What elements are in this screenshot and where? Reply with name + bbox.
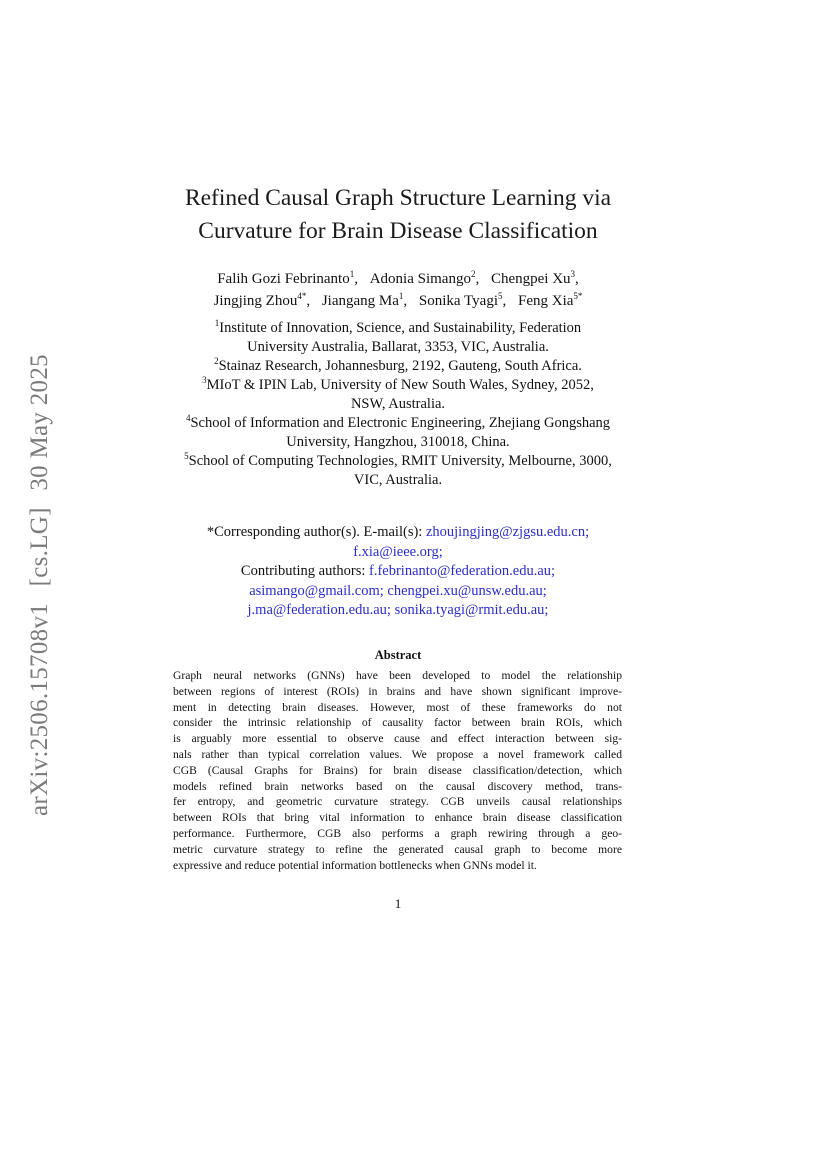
title-line: Refined Causal Graph Structure Learning via xyxy=(184,185,612,211)
email-link[interactable]: asimango@gmail.com; xyxy=(249,582,384,599)
abstract-line: between regions of interest (ROIs) in brains and have shown significant improve- xyxy=(173,684,622,698)
author: Jingjing Zhou$^{4*}$, xyxy=(213,291,311,309)
arxiv-category: [cs.LG] xyxy=(26,507,53,587)
affiliation: $^5$School of Computing Technologies, RMIT University, Melbourne, 3000, xyxy=(184,451,612,469)
author: Feng Xia$^{5*}$ xyxy=(518,291,583,309)
title-line: Curvature for Brain Disease Classification xyxy=(198,218,598,244)
page-number: 1 xyxy=(394,896,402,911)
email-link[interactable]: zhoujingjing@zjgsu.edu.cn; xyxy=(425,524,590,540)
affiliation-continued: University Australia, Ballarat, 3353, VIC, Australia. xyxy=(247,339,549,355)
abstract-line: metric curvature strategy to refine the generated causal graph to become more xyxy=(173,842,622,856)
affiliation-list xyxy=(0,319,796,490)
abstract-line: CGB (Causal Graphs for Brains) for brain disease classification/detection, which xyxy=(173,763,622,777)
arxiv-date: 30 May 2025 xyxy=(26,354,53,491)
paper-title xyxy=(0,182,796,248)
contributing-label: Contributing authors: xyxy=(240,563,366,579)
email-link[interactable]: f.xia@ieee.org; xyxy=(353,543,443,560)
author: Adonia Simango$^2$, xyxy=(369,269,480,287)
abstract-line: models refined brain networks based on the causal discovery method, trans- xyxy=(173,779,622,793)
affiliation: $^3$MIoT & IPIN Lab, University of New South Wales, Sydney, 2052, xyxy=(202,375,594,393)
affiliation: $^1$Institute of Innovation, Science, and Sustainability, Federation xyxy=(214,318,582,336)
abstract-line: expressive and reduce potential information bottlenecks when GNNs model it. xyxy=(173,858,537,872)
contact-block xyxy=(0,523,796,621)
author-list xyxy=(0,268,796,312)
abstract-line: performance. Furthermore, CGB also performs a graph rewiring through a geo- xyxy=(173,826,622,840)
author: Sonika Tyagi$^5$, xyxy=(418,291,507,309)
author: Jiangang Ma$^1$, xyxy=(321,291,408,309)
affiliation-continued: University, Hangzhou, 310018, China. xyxy=(286,434,510,450)
abstract-line: ment in detecting brain diseases. However, most of these frameworks do not xyxy=(173,700,622,714)
affiliation-continued: VIC, Australia. xyxy=(353,472,443,488)
abstract-line: consider the intrinsic relationship of causality factor between brain ROIs, which xyxy=(173,716,622,730)
email-link[interactable]: f.febrinanto@federation.edu.au; xyxy=(369,563,556,579)
affiliation: $^4$School of Information and Electronic Engineering, Zhejiang Gongshang xyxy=(185,413,611,431)
email-link[interactable]: sonika.tyagi@rmit.edu.au; xyxy=(394,602,549,618)
abstract-line: nals rather than typical correlation values. We propose a novel framework called xyxy=(173,747,622,761)
author: Chengpei Xu$^3$, xyxy=(490,269,579,287)
email-link[interactable]: j.ma@federation.edu.au; xyxy=(247,602,391,618)
corresponding-label: *Corresponding author(s). E-mail(s): xyxy=(206,524,423,540)
abstract-line: Graph neural networks (GNNs) have been developed to model the relationship xyxy=(173,669,622,682)
email-link[interactable]: chengpei.xu@unsw.edu.au; xyxy=(387,582,547,599)
affiliation: $^2$Stainaz Research, Johannesburg, 2192, Gauteng, South Africa. xyxy=(214,356,582,374)
arxiv-id[interactable]: arXiv:2506.15708v1 xyxy=(26,602,53,816)
abstract-heading: Abstract xyxy=(374,648,422,662)
abstract-line: fer entropy, and geometric curvature strategy. CGB unveils causal relationships xyxy=(173,795,622,809)
abstract-line: is arguably more essential to observe cause and effect interaction between sig- xyxy=(173,732,622,746)
author: Falih Gozi Febrinanto$^1$, xyxy=(217,269,358,287)
abstract-line: between ROIs that bring vital information to enhance brain disease classification xyxy=(173,811,622,825)
affiliation-continued: NSW, Australia. xyxy=(350,396,446,412)
abstract-body xyxy=(173,668,622,873)
